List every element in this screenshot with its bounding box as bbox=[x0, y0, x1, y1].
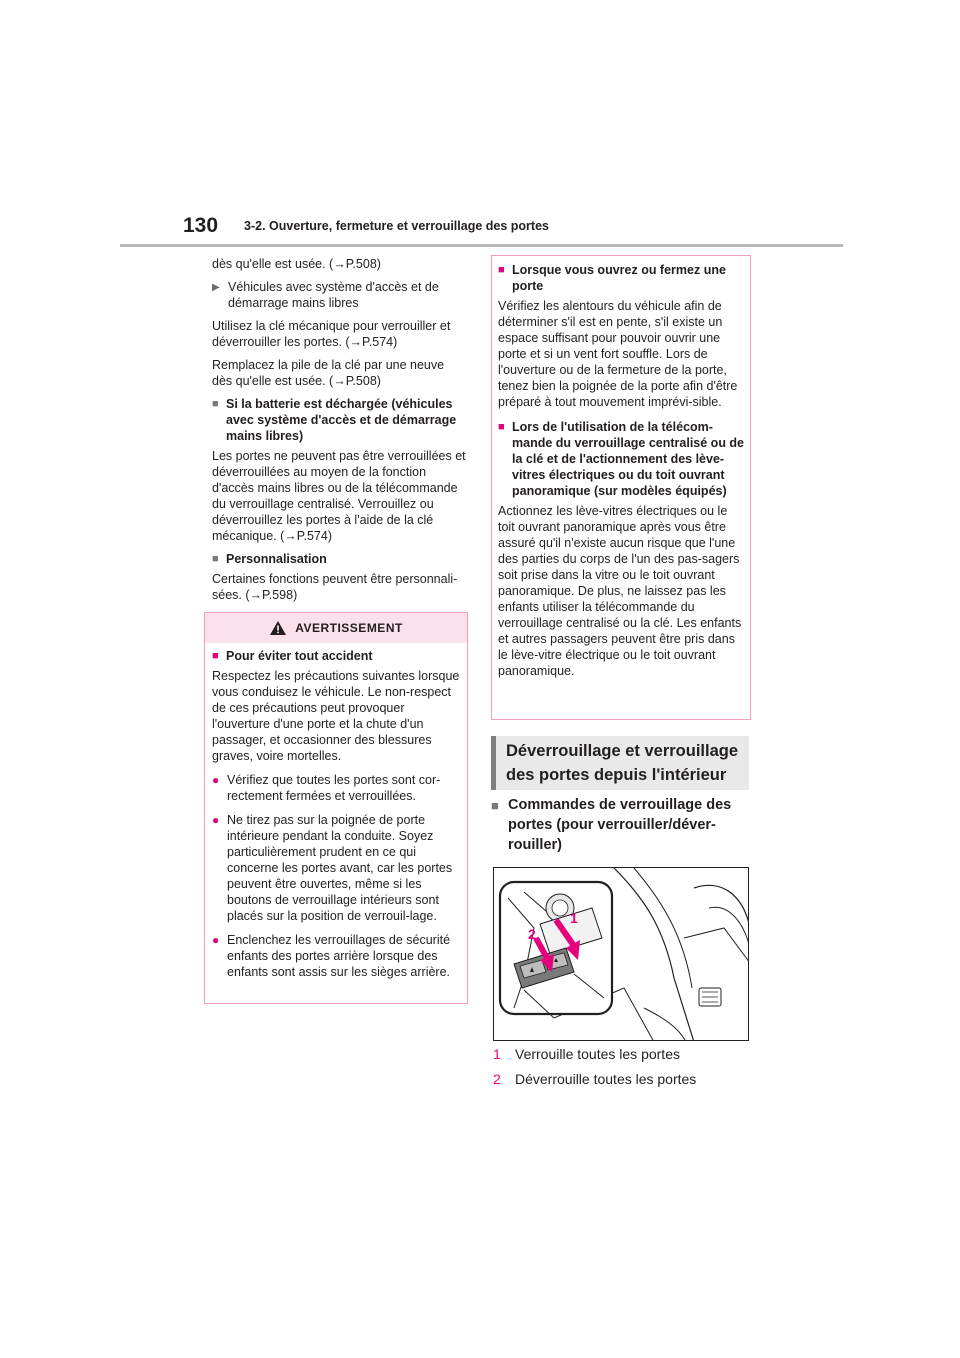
list-item: ● Enclenchez les verrouillages de sécurité enfants des portes arrière lorsque des enfants sont assis sur les sièges arrière. bbox=[212, 933, 451, 979]
personal-heading: ■ Personnalisation bbox=[212, 552, 327, 566]
paragraph: dès qu'elle est usée. (→P.508) bbox=[212, 257, 381, 271]
dot-bullet-icon: ● bbox=[212, 773, 220, 787]
legend-item: 1 Verrouille toutes les portes bbox=[493, 1046, 680, 1062]
warning-header bbox=[205, 613, 467, 643]
dot-bullet-icon: ● bbox=[212, 933, 220, 947]
door-panel-drawing bbox=[494, 868, 749, 1041]
warning-heading: ■ Pour éviter tout accident bbox=[212, 649, 373, 663]
square-bullet-icon: ■ bbox=[498, 421, 505, 433]
info-heading-2: ■ Lors de l'utilisation de la télécom-mande du verrouillage centralisé ou de la clé et de l'actionnement des lève-vitres électriques ou du toit ouvrant panoramique (sur modèles équipés) bbox=[498, 420, 745, 498]
info-heading-1: ■ Lorsque vous ouvrez ou fermez une porte bbox=[498, 263, 726, 293]
list-item bbox=[212, 279, 466, 311]
door-lock-illustration bbox=[493, 867, 749, 1041]
list-item: ● Ne tirez pas sur la poignée de porte intérieure pendant la conduite. Soyez particulièrement prudent en ce qui concerne les portes avant, car les portes peuvent être ouvertes, même si les boutons de verrouillage intérieurs sont placés sur la position de verrouil-lage. bbox=[212, 813, 453, 923]
paragraph: Certaines fonctions peuvent être personnali-sées. (→P.598) bbox=[212, 572, 458, 602]
warning-box bbox=[204, 612, 468, 1004]
left-column bbox=[212, 256, 466, 610]
square-bullet-icon: ■ bbox=[498, 264, 505, 276]
triangle-bullet-icon: ▶ bbox=[212, 282, 220, 293]
paragraph: Les portes ne peuvent pas être verrouillées et déverrouillées au moyen de la fonction d'accès mains libres ou de la télécommande du verrouillage centralisé. Verrouillez ou déverrouillez les portes à l'aide de la clé mécanique. (→P.574) bbox=[212, 449, 466, 543]
list-item: ● Vérifiez que toutes les portes sont cor-rectement fermées et verrouillées. bbox=[212, 773, 441, 803]
legend-item: 2 Déverrouille toutes les portes bbox=[493, 1071, 697, 1087]
callout-2: 2 bbox=[528, 926, 536, 942]
dot-bullet-icon: ● bbox=[212, 813, 220, 827]
vehicle-item-text: Véhicules avec système d'accès et de démarrage mains libres bbox=[228, 280, 439, 310]
square-bullet-icon: ■ bbox=[491, 798, 499, 813]
square-bullet-icon: ■ bbox=[212, 650, 219, 662]
sub-heading: ■ Commandes de verrouillage des portes (pour verrouiller/déver-rouiller) bbox=[491, 797, 732, 853]
info-box bbox=[491, 255, 751, 720]
warning-title: AVERTISSEMENT bbox=[295, 621, 403, 635]
paragraph: Remplacez la pile de la clé par une neuve dès qu'elle est usée. (→P.508) bbox=[212, 358, 445, 388]
section-heading: Déverrouillage et verrouillage des portes depuis l'intérieur bbox=[491, 736, 749, 790]
battery-heading: ■ Si la batterie est déchargée (véhicules avec système d'accès et de démarrage mains libres) bbox=[212, 397, 457, 443]
square-bullet-icon: ■ bbox=[212, 553, 219, 565]
header-divider bbox=[120, 244, 843, 247]
warning-intro: Respectez les précautions suivantes lorsque vous conduisez le véhicule. Le non-respect de ces précautions peut provoquer l'ouverture d'une porte et la chute d'un passager, et occasionner des blessures graves, voire mortelles. bbox=[212, 669, 460, 763]
page-number: 130 bbox=[183, 214, 219, 237]
paragraph: Actionnez les lève-vitres électriques ou le toit ouvrant panoramique après vous être assuré qu'il n'existe aucun risque que l'une des parties du corps de l'un des pas-sagers soit prise dans la vitre ou le toit ouvrant panoramique. De plus, ne laissez pas les enfants utiliser la télécommande du verrouillage centralisé ou la clé. Les enfants et autres passagers peuvent être pris dans le lève-vitre électrique ou le toit ouvrant panoramique. bbox=[498, 504, 742, 678]
square-bullet-icon: ■ bbox=[212, 398, 219, 410]
paragraph: Utilisez la clé mécanique pour verrouiller et déverrouiller les portes. (→P.574) bbox=[212, 319, 451, 349]
callout-1: 1 bbox=[570, 910, 578, 926]
paragraph: Vérifiez les alentours du véhicule afin de déterminer s'il est en pente, s'il existe un espace suffisant pour pouvoir ouvrir une porte et si un vent fort souffle. Lors de l'ouverture ou de la fermeture de la porte, tenez bien la poignée de la porte afin d'être préparé à tout mouvement imprévi-sible. bbox=[498, 299, 738, 409]
warning-icon bbox=[269, 620, 287, 636]
section-title: 3-2. Ouverture, fermeture et verrouillage des portes bbox=[244, 219, 549, 233]
